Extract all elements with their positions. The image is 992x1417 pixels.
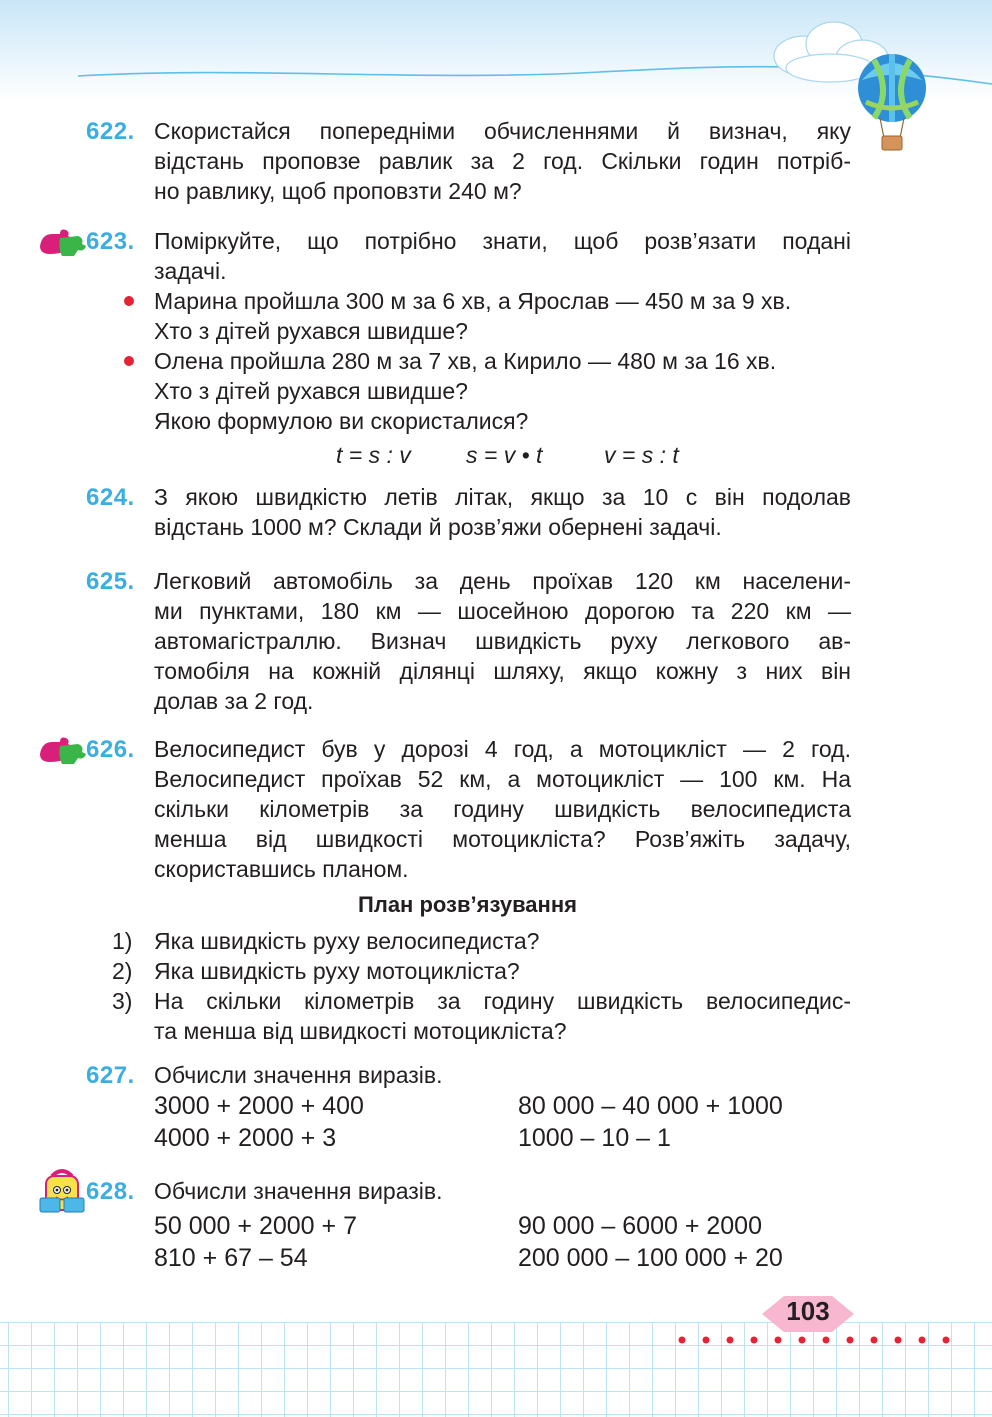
task-line: Скористайся попередніми обчисленнями й визнач, яку	[154, 118, 851, 144]
task-line: Велосипедист був у дорозі 4 год, а мотоцикліст — 2 год.	[154, 736, 851, 762]
bullet-item	[154, 346, 851, 436]
expression: 1000 – 10 – 1	[518, 1124, 671, 1152]
formula: t = s : v	[336, 442, 411, 468]
task-number: 627.	[86, 1062, 135, 1089]
plan-item	[154, 956, 851, 986]
bullet-marker	[124, 296, 134, 306]
task-line: скільки кілометрів за годину швидкість велосипедиста	[154, 796, 851, 822]
task-line: скориставшись планом.	[154, 856, 409, 882]
puzzle-pieces-icon	[38, 228, 88, 258]
task-number: 626.	[86, 736, 135, 763]
task-line: З якою швидкістю летів літак, якщо за 10 с він подолав	[154, 484, 851, 510]
plan-item	[154, 926, 851, 956]
task-line: ми пунктами, 180 км — шосейною дорогою та 220 км —	[154, 598, 851, 624]
expression: 810 + 67 – 54	[154, 1244, 308, 1272]
task-line: Легковий автомобіль за день проїхав 120 км населени-	[154, 568, 851, 594]
task-line: Поміркуйте, що потрібно знати, щоб розв’язати подані	[154, 228, 851, 254]
task-line: менша від швидкості мотоцикліста? Розв’яжіть задачу,	[154, 826, 851, 852]
expression: 4000 + 2000 + 3	[154, 1124, 337, 1152]
bullet-line: Хто з дітей рухався швидше?	[154, 318, 468, 344]
backpack-icon	[38, 1168, 86, 1216]
decorative-dots	[676, 1332, 976, 1348]
task-line: задачі.	[154, 258, 227, 284]
plan-title: План розв’язування	[358, 892, 577, 917]
task-number: 625.	[86, 568, 135, 595]
expression: 80 000 – 40 000 + 1000	[518, 1092, 783, 1120]
bullet-line: Марина пройшла 300 м за 6 хв, а Ярослав — 450 м за 9 хв.	[154, 288, 792, 314]
plan-line: Яка швидкість руху велосипедиста?	[154, 928, 540, 954]
plan-line: На скільки кілометрів за годину швидкість велосипедис-	[154, 988, 851, 1014]
task-line: відстань 1000 м? Склади й розв’яжи обернені задачі.	[154, 514, 722, 540]
bullet-marker	[124, 356, 134, 366]
task-line: відстань проповзе равлик за 2 год. Скільки годин потріб-	[154, 148, 851, 174]
task-number: 624.	[86, 484, 135, 511]
task-number: 628.	[86, 1178, 135, 1205]
bullet-line: Олена пройшла 280 м за 7 хв, а Кирило — 480 м за 16 хв.	[154, 348, 777, 374]
expression: 3000 + 2000 + 400	[154, 1092, 364, 1120]
task-text	[154, 482, 851, 542]
question-line: Якою формулою ви скористалися?	[154, 408, 529, 434]
task-number: 622.	[86, 118, 135, 145]
task-instruction: Обчисли значення виразів.	[154, 1178, 443, 1204]
bullet-line: Хто з дітей рухався швидше?	[154, 378, 468, 404]
task-line: но равлику, щоб проповзти 240 м?	[154, 178, 522, 204]
task-line: томобіля на кожній ділянці шляху, якщо кожну з них він	[154, 658, 851, 684]
task-number: 623.	[86, 228, 135, 255]
plan-item	[154, 986, 851, 1046]
task-instruction: Обчисли значення виразів.	[154, 1062, 443, 1088]
task-text	[154, 116, 851, 206]
formula-row	[0, 442, 992, 474]
page-number: 103	[786, 1296, 830, 1326]
task-text	[154, 566, 851, 716]
hot-air-balloon-icon	[852, 52, 932, 156]
plan-item-number: 3)	[112, 988, 133, 1014]
plan-line: та менша від швидкості мотоцикліста?	[154, 1018, 567, 1044]
puzzle-pieces-icon	[38, 736, 88, 766]
expression: 200 000 – 100 000 + 20	[518, 1244, 783, 1272]
task-line: долав за 2 год.	[154, 688, 314, 714]
formula: s = v • t	[466, 442, 543, 468]
bullet-item	[154, 286, 851, 346]
task-text	[154, 734, 851, 884]
plan-item-number: 1)	[112, 928, 133, 954]
formula: v = s : t	[604, 442, 679, 468]
expression: 90 000 – 6000 + 2000	[518, 1212, 762, 1240]
plan-line: Яка швидкість руху мотоцикліста?	[154, 958, 520, 984]
task-line: автомагістраллю. Визнач швидкість руху легкового ав-	[154, 628, 851, 654]
expression: 50 000 + 2000 + 7	[154, 1212, 357, 1240]
plan-item-number: 2)	[112, 958, 133, 984]
task-line: Велосипедист проїхав 52 км, а мотоцикліст — 100 км. На	[154, 766, 851, 792]
task-text	[154, 226, 851, 286]
